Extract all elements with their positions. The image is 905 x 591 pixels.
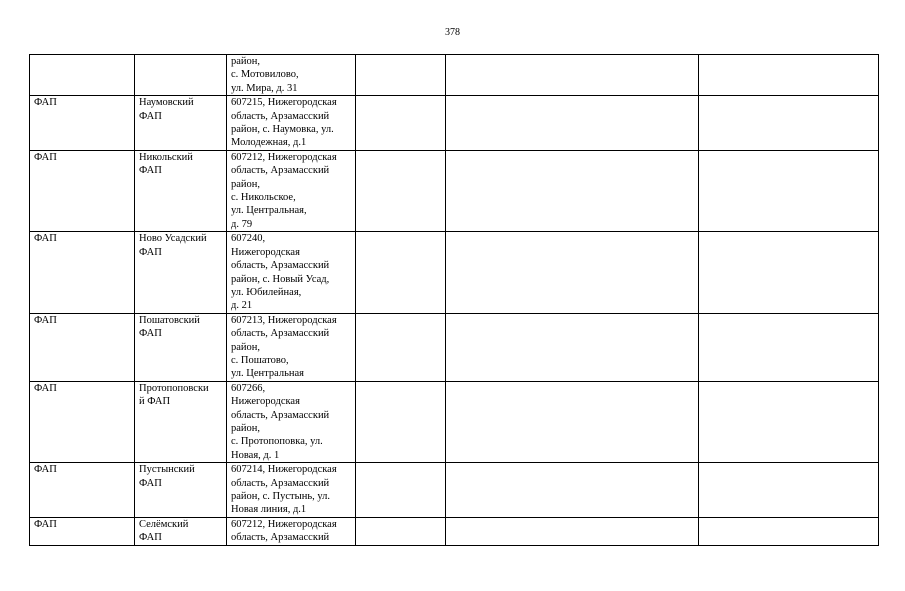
empty-cell-4 — [356, 150, 446, 231]
facility-address-line: район, с. Пустынь, ул. — [231, 491, 331, 502]
facility-address-line: Нижегородская — [231, 396, 300, 408]
facility-name-line: Никольский — [139, 151, 193, 163]
facility-name-line: ФАП — [139, 328, 162, 340]
table-row — [30, 150, 879, 231]
facility-address-line: район, — [231, 56, 261, 67]
facility-address-line: ул. Юбилейная, — [231, 286, 302, 298]
empty-cell-5 — [446, 232, 699, 313]
facility-name-cell — [135, 150, 227, 231]
empty-cell-4 — [356, 96, 446, 151]
facility-address-line: 607214, Нижегородская — [231, 464, 337, 476]
table-row — [30, 55, 879, 96]
facility-type-cell: ФАП — [30, 313, 135, 381]
facility-address-line: 607212, Нижегородская — [231, 151, 337, 163]
facility-address-cell — [227, 55, 356, 96]
facility-address-line: с. Никольское, — [231, 192, 296, 204]
facilities-table-body — [30, 55, 879, 546]
empty-cell-6 — [699, 517, 879, 545]
facility-type-cell — [30, 55, 135, 96]
facility-address-line: район, — [231, 341, 261, 353]
empty-cell-6 — [699, 381, 879, 462]
facility-address-line: 607266, — [231, 382, 266, 394]
facility-address-line: 607213, Нижегородская — [231, 314, 337, 326]
facility-address-line: область, Арзамасский — [231, 260, 330, 272]
empty-cell-5 — [446, 96, 699, 151]
facility-address-line: район, — [231, 178, 261, 190]
table-row — [30, 381, 879, 462]
facility-type-cell: ФАП — [30, 381, 135, 462]
facility-address-line: район, с. Новый Усад, — [231, 273, 330, 285]
facility-name-line: Протопоповски — [139, 382, 209, 394]
facility-name-line: Пустынский — [139, 464, 195, 476]
empty-cell-4 — [356, 232, 446, 313]
facility-type-cell: ФАП — [30, 463, 135, 518]
facility-address-line: Новая линия, д.1 — [231, 504, 307, 516]
facility-name-line: ФАП — [139, 165, 162, 177]
empty-cell-4 — [356, 517, 446, 545]
facilities-table — [29, 54, 879, 546]
facility-address-cell — [227, 232, 356, 313]
facility-name-line: ФАП — [139, 110, 162, 122]
table-row — [30, 313, 879, 381]
facility-address-line: район, с. Наумовка, ул. — [231, 124, 334, 136]
facility-address-line: 607240, — [231, 233, 266, 245]
facility-address-cell — [227, 517, 356, 545]
facility-address-cell — [227, 463, 356, 518]
facility-address-line: д. 79 — [231, 218, 253, 230]
page-number: 378 — [445, 27, 460, 38]
facility-name-line: Селёмский — [139, 518, 189, 530]
facility-name-line: ФАП — [139, 246, 162, 258]
empty-cell-4 — [356, 55, 446, 96]
facility-address-cell — [227, 150, 356, 231]
table-row — [30, 517, 879, 545]
empty-cell-4 — [356, 313, 446, 381]
facility-address-line: с. Протопоповка, ул. — [231, 436, 323, 448]
facility-address-line: с. Пошатово, — [231, 354, 289, 366]
empty-cell-4 — [356, 381, 446, 462]
facility-name-cell — [135, 313, 227, 381]
empty-cell-6 — [699, 463, 879, 518]
facility-address-line: 607215, Нижегородская — [231, 97, 337, 109]
facility-address-line: область, Арзамасский — [231, 165, 330, 177]
facility-name-line: й ФАП — [139, 396, 171, 408]
facility-address-line: область, Арзамасский — [231, 477, 330, 489]
facility-type-cell: ФАП — [30, 232, 135, 313]
facility-address-line: ул. Центральная — [231, 368, 304, 380]
facility-address-line: Молодежная, д.1 — [231, 137, 307, 149]
table-row — [30, 96, 879, 151]
facility-address-line: д. 21 — [231, 300, 253, 312]
empty-cell-6 — [699, 150, 879, 231]
facility-name-cell — [135, 517, 227, 545]
facility-address-line: область, Арзамасский — [231, 328, 330, 340]
empty-cell-5 — [446, 55, 699, 96]
empty-cell-5 — [446, 463, 699, 518]
facility-name-cell — [135, 232, 227, 313]
empty-cell-5 — [446, 517, 699, 545]
empty-cell-5 — [446, 150, 699, 231]
empty-cell-6 — [699, 232, 879, 313]
facility-address-line: с. Мотовилово, — [231, 69, 299, 81]
facility-name-cell — [135, 96, 227, 151]
empty-cell-6 — [699, 96, 879, 151]
facility-name-line: ФАП — [139, 532, 162, 544]
empty-cell-6 — [699, 55, 879, 96]
facility-type-cell: ФАП — [30, 517, 135, 545]
facility-name-line: Наумовский — [139, 97, 194, 109]
facility-name-line: Пошатовский — [139, 314, 200, 326]
facility-address-cell — [227, 381, 356, 462]
facility-type-cell: ФАП — [30, 150, 135, 231]
facility-name-cell — [135, 381, 227, 462]
facility-address-cell — [227, 313, 356, 381]
facility-name-cell — [135, 55, 227, 96]
facility-address-cell — [227, 96, 356, 151]
facility-address-line: Новая, д. 1 — [231, 449, 280, 461]
table-row — [30, 463, 879, 518]
facility-address-line: ул. Центральная, — [231, 205, 307, 217]
facility-address-line: область, Арзамасский — [231, 110, 330, 122]
facility-name-line: Ново Усадский — [139, 233, 207, 245]
facility-address-line: ул. Мира, д. 31 — [231, 82, 298, 94]
facility-address-line: Нижегородская — [231, 246, 300, 258]
facility-type-cell: ФАП — [30, 96, 135, 151]
empty-cell-5 — [446, 313, 699, 381]
empty-cell-6 — [699, 313, 879, 381]
facility-name-cell — [135, 463, 227, 518]
table-row — [30, 232, 879, 313]
empty-cell-4 — [356, 463, 446, 518]
facility-address-line: район, — [231, 422, 261, 434]
facility-address-line: 607212, Нижегородская — [231, 518, 337, 530]
facility-name-line: ФАП — [139, 477, 162, 489]
empty-cell-5 — [446, 381, 699, 462]
facility-address-line: область, Арзамасский — [231, 532, 330, 544]
facility-address-line: область, Арзамасский — [231, 409, 330, 421]
